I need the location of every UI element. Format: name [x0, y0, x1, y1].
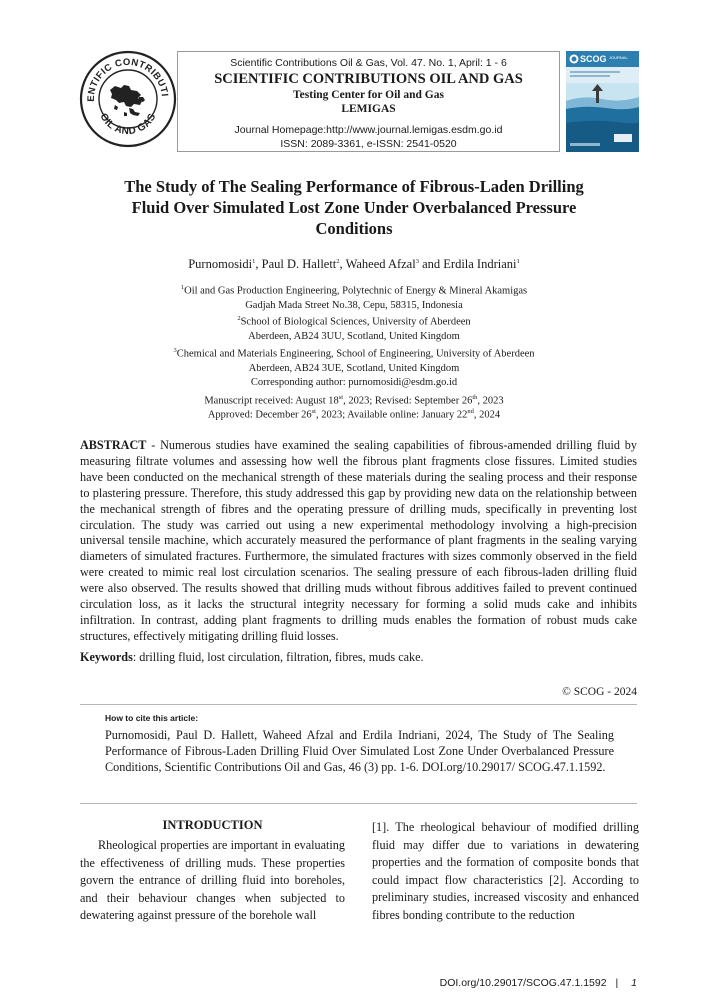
article-title: The Study of The Sealing Performance of Fibrous-Laden Drilling Fluid Over Simulated Lost Zone Under Overbalanced Pressure Conditions	[124, 177, 584, 238]
citation-heading: How to cite this article:	[105, 713, 199, 723]
abstract-text: - Numerous studies have examined the sealing capabilities of fibrous-amended drilling fluid by measuring filtrate volumes and assessing how well the fibrous plant fragments close fissures. Limited studies have been conducted on the mechanical strength of these materials during the sealing process and their response to plastering pressure. Therefore, this study addressed this gap by providing new data on the relationship between the mechanical strength of fibres and the operating pressure of drilling muds, specifically in preventing lost circulation. The study was carried out using a new experimental methodology involving a high-precision universal tensile machine, which accurately measured the performance of plant fragments in the sealing varying diameters of simulated fractures. Furthermore, the simulated fractures with sizes commonly observed in the field were created to mimic real lost circulation scenarios. The sealing pressure of each fibrous-laden drilling fluid were also observed. The results showed that drilling muds without fibrous additives failed to prevent continued circulation loss, as it lacks the structural integrity necessary for forming a solid muds cake and inhibits infiltration. In contrast, adding plant fragments to drilling muds enables the formation of robust muds cake structures, effectively mitigating drilling fluid losses.	[80, 438, 637, 643]
journal-cover-image	[566, 51, 639, 152]
author-name: Paul D. Hallett	[261, 257, 337, 271]
author-name: Purnomosidi	[188, 257, 253, 271]
svg-text:OIL AND GAS: OIL AND GAS	[97, 111, 159, 138]
affiliation-2: $^2$School of Biological Sciences, University of Aberdeen Aberdeen, AB24 3UU, Scotland, United Kingdom	[237, 315, 471, 342]
journal-header-box	[177, 51, 560, 152]
body-text-right-column: [1]. The rheological behaviour of modified drilling fluid may differ due to variations in dewatering properties and the formation of composite bonds that could impact flow characteristics [2]. According to preliminary studies, increased viscosity and enhanced fibres bonding contribute to the reduction	[372, 820, 639, 922]
header-citation: Scientific Contributions Oil & Gas, Vol. 47. No. 1, April: 1 - 6	[230, 57, 507, 69]
journal-homepage-link[interactable]: Journal Homepage:http://www.journal.lemigas.esdm.go.id	[234, 124, 503, 136]
section-heading-introduction: INTRODUCTION	[162, 818, 263, 832]
page-number: 1	[631, 977, 637, 989]
keywords	[80, 650, 637, 665]
journal-logo	[79, 50, 177, 148]
journal-institution: LEMIGAS	[341, 103, 396, 115]
abstract-label: ABSTRACT	[80, 438, 147, 452]
journal-center: Testing Center for Oil and Gas	[293, 89, 444, 101]
citation-text: Purnomosidi, Paul D. Hallett, Waheed Afzal and Erdila Indriani, 2024, The Study of The Sealing Performance of Fibrous-Laden Drilling Fluid Over Simulated Lost Zone Under Overbalanced Pressure Conditions, Scientific Contributions Oil and Gas, 46 (3) pp. 1-6. DOI.org/10.29017/ SCOG.47.1.1592.	[105, 728, 614, 774]
affiliation-3: $^3$Chemical and Materials Engineering, School of Engineering, University of Aberdeen Aberdeen, AB24 3UE, Scotland, United Kingdom	[173, 347, 535, 374]
manuscript-dates: Manuscript received: August 18st, 2023; Revised: September 26th, 2023	[204, 394, 504, 407]
affiliation-1: $^1$Oil and Gas Production Engineering, Polytechnic of Energy & Mineral Akamigas Gadjah Mada Street No.38, Cepu, 58315, Indonesia	[180, 284, 528, 311]
keywords-label: Keywords	[80, 650, 133, 664]
body-text-left-column: Rheological properties are important in evaluating the effectiveness of drilling muds. These properties govern the entrance of drilling fluid into boreholes, and their behaviour changes when subjected to dewatering against pressure of the borehole wall	[80, 838, 345, 923]
footer-separator: |	[615, 977, 619, 989]
approval-dates: Approved: December 26st, 2023; Available online: January 22nd, 2024	[207, 408, 501, 421]
author-name: Erdila Indriani	[443, 257, 517, 271]
svg-text:SCIENTIFIC CONTRIBUTIONS: ENTIFIC CONTRIBUTI	[85, 56, 170, 102]
copyright-notice: © SCOG - 2024	[562, 686, 637, 698]
journal-issn: ISSN: 2089-3361, e-ISSN: 2541-0520	[280, 138, 457, 150]
abstract	[80, 438, 637, 645]
journal-name: SCIENTIFIC CONTRIBUTIONS OIL AND GAS	[214, 71, 523, 87]
author-name: Waheed Afzal	[345, 257, 416, 271]
footer-doi[interactable]: DOI.org/10.29017/SCOG.47.1.1592	[439, 977, 607, 989]
page-footer	[440, 977, 637, 989]
svg-text:JOURNAL: JOURNAL	[609, 55, 628, 60]
keywords-text: : drilling fluid, lost circulation, filtration, fibres, muds cake.	[132, 650, 424, 664]
svg-text:SCOG: SCOG	[580, 54, 607, 64]
author-list: Purnomosidi$^1$, Paul D. Hallett$^2$, Waheed Afzal$^3$ and Erdila Indriani$^1$	[188, 257, 520, 271]
corresponding-author: Corresponding author: purnomosidi@esdm.go.id	[250, 377, 458, 388]
